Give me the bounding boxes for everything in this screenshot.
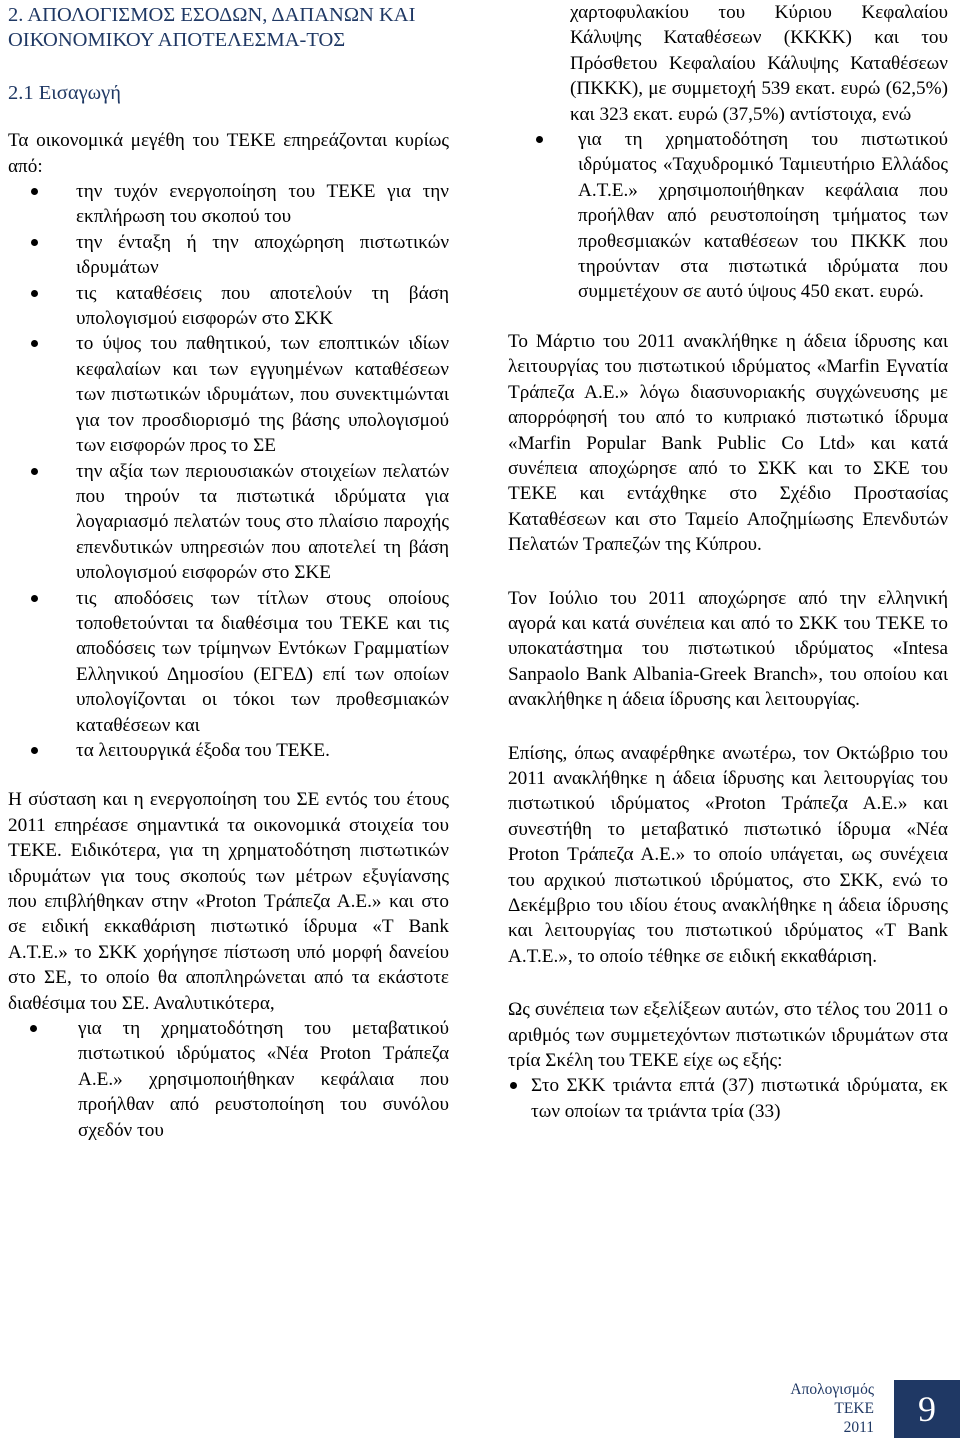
list-item: την ένταξη ή την αποχώρηση πιστωτικών ιδρυμάτων [8, 230, 449, 281]
footer-org: ΤΕΚΕ [834, 1400, 874, 1417]
list-item: το ύψος του παθητικού, των εποπτικών ιδίων κεφαλαίων και των εγγυημένων καταθέσεων των πιστωτικών ιδρυμάτων, που συνεκτιμώνται για τον προσδιορισμό της βάσης υπολογισμού των εισφορών προς το ΣΕ [8, 331, 449, 458]
left-column [8, 0, 449, 1143]
body-paragraph: Το Μάρτιο του 2011 ανακλήθηκε η άδεια ίδρυσης και λειτουργίας του πιστωτικού ιδρύματος «Marfin Εγνατία Τράπεζα Α.Ε.» λόγω διασυνοριακής συγχώνευσης με απορρόφησή του από το κυπριακό πιστωτικό ίδρυμα «Marfin Popular Bank Public Co Ltd» και κατά συνέπεια αποχώρησε από το ΣΚΚ και το ΣΚΕ του ΤΕΚΕ και εντάχθηκε στο Σχέδιο Προστασίας Καταθέσεων και στο Ταμείο Αποζημίωσης Επενδυτών Πελατών Τραπεζών της Κύπρου. [508, 330, 948, 556]
footer-title: Απολογισμός [790, 1381, 874, 1398]
page-number: 9 [894, 1380, 960, 1438]
body-paragraph: Η σύσταση και η ενεργοποίηση του ΣΕ εντός του έτους 2011 επηρέασε σημαντικά τα οικονομικά στοιχεία του ΤΕΚΕ. Ειδικότερα, για τη χρηματοδότηση πιστωτικών ιδρυμάτων για τους σκοπούς των μέτρων εξυγίανσης που επιβλήθηκαν στην «Proton Τράπεζα Α.Ε.» και στο σε ειδική εκκαθάριση πιστωτικό ίδρυμα «Τ Bank Α.Τ.Ε.» το ΣΚΚ χορήγησε πίστωση υπό μορφή δανείου στο ΣΕ, το οποίο θα αποπληρώνεται από τα εκάστοτε διαθέσιμα του ΣΕ. Αναλυτικότερα, [8, 789, 449, 1014]
list-item: για τη χρηματοδότηση του μεταβατικού πιστωτικού ιδρύματος «Νέα Proton Τράπεζα Α.Ε.» χρησιμοποιήθηκαν κεφάλαια που προήλθαν από ρευστοποίηση του συνόλου σχεδόν του [8, 1016, 449, 1143]
list-item: την αξία των περιουσιακών στοιχείων πελατών που τηρούν τα πιστωτικά ιδρύματα για λογαριασμό πελατών τους στο πλαίσιο παροχής επενδυτικών υπηρεσιών που αποτελεί τη βάση υπολογισμού εισφορών στο ΣΚΕ [8, 459, 449, 586]
footer-label [790, 1380, 874, 1437]
list-item: την τυχόν ενεργοποίηση του ΤΕΚΕ για την εκπλήρωση του σκοπού του [8, 179, 449, 230]
list-item: Στο ΣΚΚ τριάντα επτά (37) πιστωτικά ιδρύματα, εκ των οποίων τα τριάντα τρία (33) [508, 1073, 948, 1124]
section-heading: 2. ΑΠΟΛΟΓΙΣΜΟΣ ΕΣΟΔΩΝ, ΔΑΠΑΝΩΝ ΚΑΙ ΟΙΚΟΝΟΜΙΚΟΥ ΑΠΟΤΕΛΕΣΜΑ-ΤΟΣ [8, 4, 416, 52]
page-footer [760, 1380, 960, 1440]
list-item: τις καταθέσεις που αποτελούν τη βάση υπολογισμού εισφορών στο ΣΚΚ [8, 281, 449, 332]
body-paragraph: Ως συνέπεια των εξελίξεων αυτών, στο τέλος του 2011 ο αριθμός των συμμετεχόντων πιστωτικών ιδρυμάτων στα τρία Σκέλη του ΤΕΚΕ είχε ως εξής: [508, 999, 948, 1072]
membership-list [508, 1073, 948, 1124]
list-item: για τη χρηματοδότηση του πιστωτικού ιδρύματος «Ταχυδρομικό Ταμιευτήριο Ελλάδος Α.Τ.Ε.» χρησιμοποιήθηκαν κεφάλαια που προήλθαν από ρευστοποίηση τμήματος των προθεσμιακών καταθέσεων του ΠΚΚΚ που τηρούνταν στα πιστωτικά ιδρύματα που συμμετέχουν σε αυτό ύψους 450 εκατ. ευρώ. [508, 127, 948, 305]
subsection-heading: 2.1 Εισαγωγή [8, 81, 121, 104]
list-item: τις αποδόσεις των τίτλων στους οποίους τοποθετούνται τα διαθέσιμα του ΤΕΚΕ και τις αποδόσεις των τρίμηνων Εντόκων Γραμματίων Ελληνικού Δημοσίου (ΕΓΕΔ) επί των οποίων υπολογίζονται οι τόκοι των προθεσμιακών καταθέσεων και [8, 586, 449, 738]
continued-bullet-text: χαρτοφυλακίου του Κύριου Κεφαλαίου Κάλυψης Καταθέσεων (ΚΚΚΚ) και του Πρόσθετου Κεφαλαίου Κάλυψης Καταθέσεων (ΠΚΚΚ), με συμμετοχή 539 εκατ. ευρώ (62,5%) και 323 εκατ. ευρώ (37,5%) αντίστοιχα, ενώ [570, 2, 948, 125]
factors-list [8, 179, 449, 763]
list-item: τα λειτουργικά έξοδα του ΤΕΚΕ. [8, 738, 449, 763]
body-paragraph: Επίσης, όπως αναφέρθηκε ανωτέρω, τον Οκτώβριο του 2011 ανακλήθηκε η άδεια ίδρυσης και λειτουργίας του πιστωτικού ιδρύματος «Proton Τράπεζα Α.Ε.» και συνεστήθη το μεταβατικό πιστωτικό ίδρυμα «Νέα Proton Τράπεζα Α.Ε.» το οποίο υπάγεται, ως συνέχεια του αρχικού πιστωτικού ιδρύματος, στο ΣΚΚ, ενώ το Δεκέμβριο του ιδίου έτους ανακλήθηκε η άδεια ίδρυσης και λειτουργίας του πιστωτικού ιδρύματος «Τ Bank Α.Τ.Ε.», το οποίο τέθηκε σε ειδική εκκαθάριση. [508, 742, 948, 967]
financing-list-continued [508, 127, 948, 305]
body-paragraph: Τον Ιούλιο του 2011 αποχώρησε από την ελληνική αγορά και κατά συνέπεια και από το ΣΚΚ του ΤΕΚΕ το υποκατάστημα του πιστωτικού ιδρύματος «Intesa Sanpaolo Bank Albania-Greek Branch», του οποίου και ανακλήθηκε η άδεια ίδρυσης και λειτουργίας. [508, 587, 948, 711]
financing-list [8, 1016, 449, 1143]
footer-year: 2011 [843, 1419, 874, 1436]
right-column [508, 0, 948, 1124]
intro-paragraph: Τα οικονομικά μεγέθη του ΤΕΚΕ επηρεάζονται κυρίως από: [8, 130, 449, 177]
